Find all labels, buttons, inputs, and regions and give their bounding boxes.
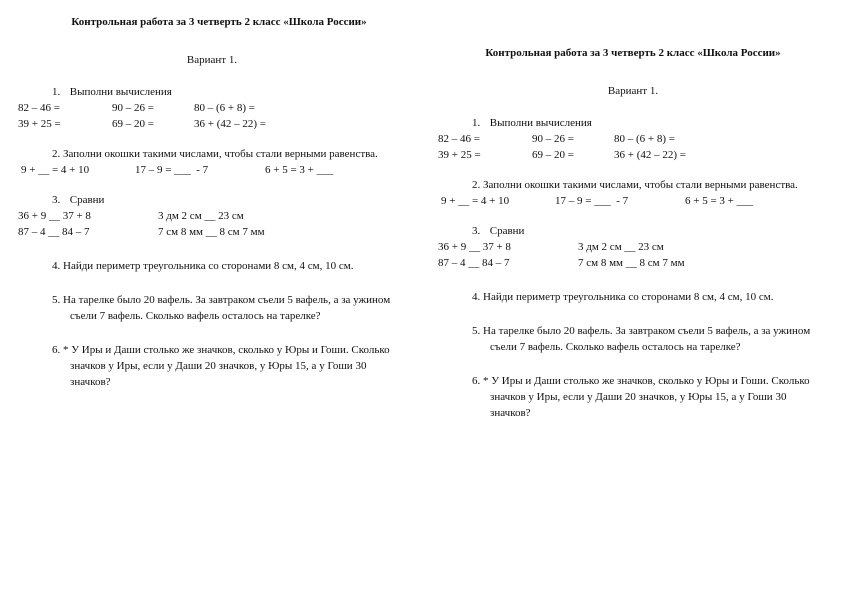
task-2-text: 2. Заполни окошки такими числами, чтобы стали верными равенства.	[472, 179, 798, 191]
page-title: Контрольная работа за 3 четверть 2 класс «Школа России»	[485, 47, 781, 59]
equation-row	[18, 100, 406, 116]
variant-label: Вариант 1.	[186, 54, 238, 66]
worksheet-right	[438, 45, 828, 421]
equation: 36 + (42 – 22) =	[614, 149, 686, 161]
equation: 6 + 5 = 3 + ___	[265, 164, 334, 176]
task-2-text: 2. Заполни окошки такими числами, чтобы стали верными равенства.	[52, 148, 378, 160]
page-title: Контрольная работа за 3 четверть 2 класс «Школа России»	[71, 16, 367, 28]
comparison-row	[18, 208, 406, 224]
task-1-label: Выполни вычисления	[69, 86, 172, 98]
equation: 90 – 26 =	[112, 102, 154, 114]
equation: 9 + __ = 4 + 10	[441, 195, 510, 207]
comparison-row	[438, 255, 828, 271]
equation: 69 – 20 =	[532, 149, 574, 161]
equation: 90 – 26 =	[532, 133, 574, 145]
task-6-text: 6. * У Иры и Даши столько же значков, сколько у Юры и Гоши. Сколько значков у Иры, если у Даши 20 значков, у Юры 15, а у Гоши 30 значков?	[52, 344, 390, 388]
task-2	[18, 146, 406, 178]
equation: 82 – 46 =	[438, 133, 480, 145]
task-3-number: 3.	[472, 225, 481, 237]
comparison: 36 + 9 __ 37 + 8	[438, 241, 511, 253]
equation: 36 + (42 – 22) =	[194, 118, 266, 130]
task-1-number: 1.	[52, 86, 61, 98]
task-1-heading	[18, 84, 406, 100]
variant-label: Вариант 1.	[607, 85, 659, 97]
equation: 39 + 25 =	[438, 149, 481, 161]
task-3	[18, 192, 406, 240]
equation: 17 – 9 = ___ - 7	[135, 164, 209, 176]
task-1-number: 1.	[472, 117, 481, 129]
equation: 39 + 25 =	[18, 118, 61, 130]
comparison: 7 см 8 мм __ 8 см 7 мм	[578, 257, 685, 269]
equation-row	[438, 193, 828, 209]
equation: 80 – (6 + 8) =	[614, 133, 675, 145]
task-5-text: 5. На тарелке было 20 вафель. За завтраком съели 5 вафель, а за ужином съели 7 вафель. Сколько вафель осталось на тарелке?	[472, 325, 811, 353]
task-1	[438, 115, 828, 163]
task-3-number: 3.	[52, 194, 61, 206]
equation-row	[438, 131, 828, 147]
task-3-label: Сравни	[489, 225, 525, 237]
equation: 6 + 5 = 3 + ___	[685, 195, 754, 207]
task-5-text: 5. На тарелке было 20 вафель. За завтраком съели 5 вафель, а за ужином съели 7 вафель. Сколько вафель осталось на тарелке?	[52, 294, 391, 322]
comparison-row	[18, 224, 406, 240]
task-1-heading	[438, 115, 828, 131]
task-6-text: 6. * У Иры и Даши столько же значков, сколько у Юры и Гоши. Сколько значков у Иры, если у Даши 20 значков, у Юры 15, а у Гоши 30 значков?	[472, 375, 810, 419]
equation: 80 – (6 + 8) =	[194, 102, 255, 114]
task-3-heading	[438, 223, 828, 239]
equation-row	[18, 162, 406, 178]
comparison: 3 дм 2 см __ 23 см	[578, 241, 664, 253]
task-2	[438, 177, 828, 209]
comparison-row	[438, 239, 828, 255]
task-1-label: Выполни вычисления	[489, 117, 592, 129]
task-3-heading	[18, 192, 406, 208]
comparison: 7 см 8 мм __ 8 см 7 мм	[158, 226, 265, 238]
equation-row	[18, 116, 406, 132]
equation: 9 + __ = 4 + 10	[21, 164, 90, 176]
worksheet-left	[18, 14, 406, 390]
task-4-text: 4. Найди периметр треугольника со сторонами 8 см, 4 см, 10 см.	[52, 260, 354, 272]
task-1	[18, 84, 406, 132]
equation: 82 – 46 =	[18, 102, 60, 114]
comparison: 87 – 4 __ 84 – 7	[18, 226, 90, 238]
equation-row	[438, 147, 828, 163]
task-4-text: 4. Найди периметр треугольника со сторонами 8 см, 4 см, 10 см.	[472, 291, 774, 303]
comparison: 3 дм 2 см __ 23 см	[158, 210, 244, 222]
comparison: 87 – 4 __ 84 – 7	[438, 257, 510, 269]
task-3	[438, 223, 828, 271]
task-3-label: Сравни	[69, 194, 105, 206]
equation: 69 – 20 =	[112, 118, 154, 130]
comparison: 36 + 9 __ 37 + 8	[18, 210, 91, 222]
equation: 17 – 9 = ___ - 7	[555, 195, 629, 207]
